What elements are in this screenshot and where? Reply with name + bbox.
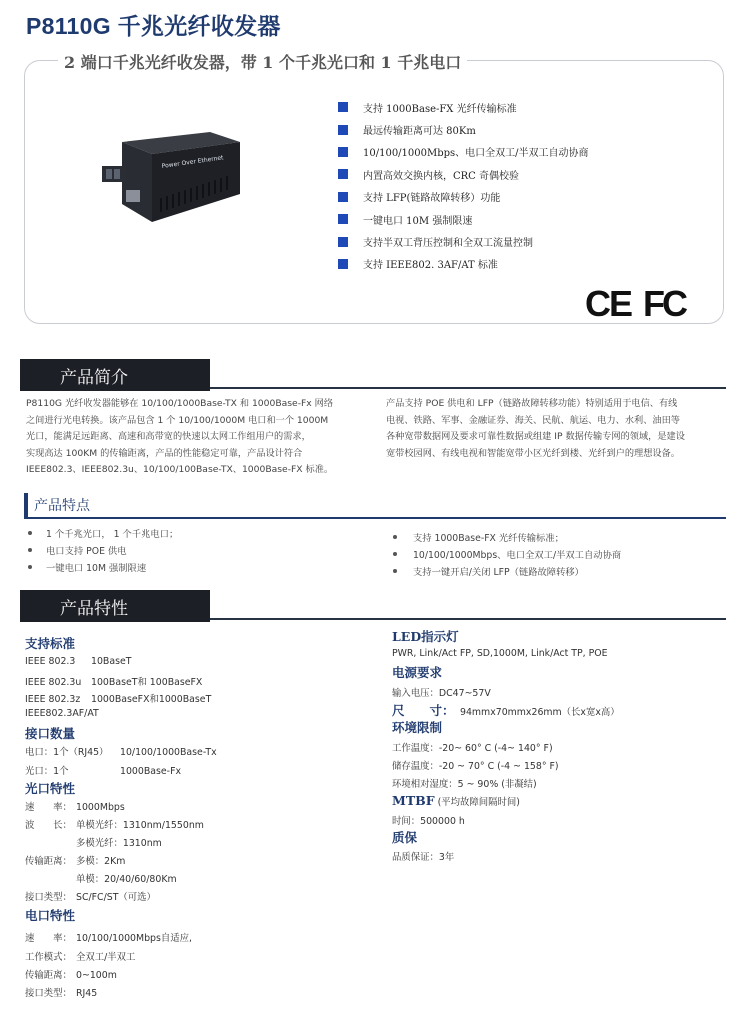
- fcc-mark-icon: FC: [643, 283, 686, 324]
- feature-item: 内置高效交换内核，CRC 奇偶校验: [338, 163, 589, 185]
- spec-row: IEEE 802.3u 100BaseT和 100BaseFX: [25, 677, 203, 688]
- spec-heading: 光口特性: [25, 781, 76, 796]
- spec-row: 速 率： 10/100/1000Mbps自适应,: [25, 933, 192, 944]
- spec-row: 工作模式： 全双工/半双工: [25, 952, 136, 963]
- spec-row: 传输距离： 0~100m: [25, 970, 117, 981]
- specs-left-column: [25, 0, 365, 1016]
- feature-item: 支持 LFP(链路故障转移）功能: [338, 186, 589, 208]
- spec-row: 接口类型： SC/FC/ST（可选）: [25, 892, 156, 903]
- spec-heading: MTBF (平均故障间隔时间): [392, 793, 520, 808]
- list-item: 支持 1000Base-FX 光纤传输标准；: [393, 528, 621, 545]
- spec-row: 光口：1个 1000Base-Fx: [25, 766, 182, 777]
- list-item: 1 个千兆光口， 1 个千兆电口；: [28, 524, 178, 541]
- spec-row: PWR, Link/Act FP, SD,1000M, Link/Act TP, POE: [392, 648, 608, 659]
- spec-row: 时间：500000 h: [392, 816, 465, 827]
- spec-heading: 电源要求: [392, 665, 443, 680]
- feature-item: 支持半双工背压控制和全双工流量控制: [338, 230, 589, 252]
- specs-right-column: [392, 0, 732, 1016]
- feature-item: 最远传输距离可达 80Km: [338, 118, 589, 140]
- spec-row: 环境相对湿度：5 ~ 90% (非凝结): [392, 779, 537, 790]
- section-title: 产品特性: [20, 590, 210, 622]
- feature-item: 10/100/1000Mbps、电口全双工/半双工自动协商: [338, 141, 589, 163]
- feature-item: 支持 IEEE802. 3AF/AT 标准: [338, 253, 589, 275]
- page-title: P8110G 千兆光纤收发器: [26, 13, 281, 39]
- list-item: 一键电口 10M 强制限速: [28, 558, 178, 575]
- spec-row: 电口：1个（RJ45） 10/100/1000Base-Tx: [25, 747, 217, 758]
- spec-row: 接口类型： RJ45: [25, 988, 98, 999]
- product-label: Power Over Ethernet: [161, 154, 224, 170]
- page-subtitle: 2 端口千兆光纤收发器，带 1 个千兆光口和 1 千兆电口: [58, 50, 467, 73]
- feature-item: 一键电口 10M 强制限速: [338, 208, 589, 230]
- spec-row: 工作温度：-20~ 60° C (-4~ 140° F): [392, 743, 553, 754]
- spec-row: 储存温度：-20 ~ 70° C (-4 ~ 158° F): [392, 761, 559, 772]
- spec-heading: 电口特性: [25, 908, 76, 923]
- spec-heading: 质保: [392, 830, 418, 845]
- spec-row: IEEE 802.3 10BaseT: [25, 656, 132, 667]
- spec-heading: 支持标准: [25, 636, 76, 651]
- list-item: 电口支持 POE 供电: [28, 541, 178, 558]
- spec-heading: 接口数量: [25, 726, 76, 741]
- spec-row: 尺 寸： 94mmx70mmx26mm（长x宽x高）: [392, 703, 620, 718]
- section-title: 产品简介: [20, 359, 210, 391]
- intro-right: 产品支持 POE 供电和 LFP（链路故障转移功能）特别适用于电信、有线 电视、铁路、军事、金融证券、海关、民航、航运、电力、水利、油田等 各种宽带数据网及要求可靠性数据或组建 IP 数据传输专网的领域，是建设 宽带校园网、有线电视和智能宽带小区光纤到楼、光纤到户的理想设备。: [386, 398, 685, 459]
- ce-mark-icon: CE: [585, 283, 632, 324]
- spec-row: 单模：20/40/60/80Km: [76, 874, 177, 885]
- spec-heading: LED指示灯: [392, 629, 459, 644]
- list-item: 支持一键开启/关闭 LFP（链路故障转移）: [393, 562, 621, 579]
- spec-row: 多模光纤：1310nm: [76, 838, 162, 849]
- spec-row: 波 长： 单模光纤：1310nm/1550nm: [25, 820, 204, 831]
- intro-left: P8110G 光纤收发器能够在 10/100/1000Base-TX 和 1000Base-Fx 网络 之间进行光电转换。该产品包含 1 个 10/100/1000M 电口和一个 1000M 光口，能满足远距离、高速和高带宽的快速以太网工作组用户的需求， 实现高达 100KM 的传输距离，产品的性能稳定可靠，产品设计符合 IEEE802.3、IEEE802.3u、10/100/100Base-TX、1000Base-FX 标准。: [26, 398, 334, 476]
- list-item: 10/100/1000Mbps、电口全双工/半双工自动协商: [393, 545, 621, 562]
- section-title: 产品特点: [34, 498, 90, 514]
- spec-row: 品质保证：3年: [392, 852, 455, 863]
- spec-row: 速 率： 1000Mbps: [25, 802, 125, 813]
- spec-row: 传输距离： 多模：2Km: [25, 856, 126, 867]
- spec-row: IEEE 802.3z 1000BaseFX和1000BaseT: [25, 694, 212, 705]
- spec-row: 输入电压：DC47~57V: [392, 688, 491, 699]
- spec-heading: 环境限制: [392, 720, 443, 735]
- spec-row: IEEE802.3AF/AT: [25, 708, 99, 719]
- feature-item: 支持 1000Base-FX 光纤传输标准: [338, 96, 589, 118]
